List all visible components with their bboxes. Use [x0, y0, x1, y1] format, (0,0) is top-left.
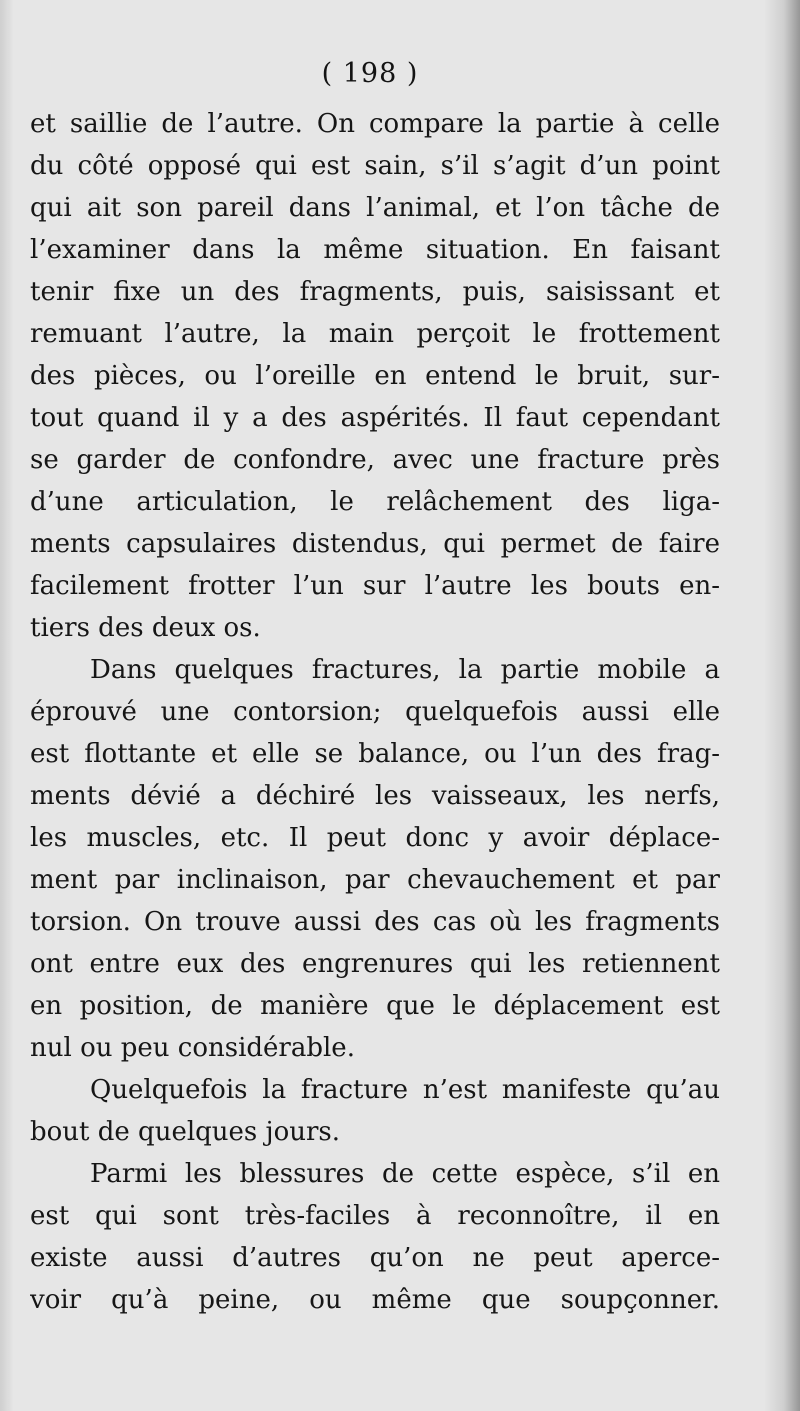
text-line: qui ait son pareil dans l’animal, et l’on tâche de: [30, 193, 720, 223]
text-line: tout quand il y a des aspérités. Il faut cependant: [30, 403, 720, 433]
text-line: ont entre eux des engrenures qui les retiennent: [30, 949, 720, 979]
text-line: existe aussi d’autres qu’on ne peut aperce-: [30, 1243, 720, 1273]
paragraph-3: [30, 1069, 720, 1153]
text-line: les muscles, etc. Il peut donc y avoir déplace-: [30, 823, 720, 853]
text-line: Parmi les blessures de cette espèce, s’il en: [90, 1159, 720, 1189]
text-line: bout de quelques jours.: [30, 1117, 341, 1147]
text-line: nul ou peu considérable.: [30, 1033, 355, 1063]
text-line: ments dévié a déchiré les vaisseaux, les nerfs,: [30, 781, 720, 811]
paragraph-4: [30, 1153, 720, 1321]
paragraph-1: [30, 103, 720, 649]
text-line: est flottante et elle se balance, ou l’un des frag-: [30, 739, 720, 769]
text-line: l’examiner dans la même situation. En faisant: [30, 235, 720, 265]
text-line: tenir fixe un des fragments, puis, saisissant et: [30, 277, 720, 307]
text-line: Dans quelques fractures, la partie mobile a: [90, 655, 720, 685]
text-line: du côté opposé qui est sain, s’il s’agit d’un point: [30, 151, 720, 181]
text-line: tiers des deux os.: [30, 613, 261, 643]
page-number: ( 198 ): [321, 58, 419, 89]
body-text: [30, 103, 720, 1321]
text-line: en position, de manière que le déplacement est: [30, 991, 720, 1021]
text-line: ment par inclinaison, par chevauchement et par: [30, 865, 720, 895]
page-edge-shadow-right: [764, 0, 800, 1411]
text-line: voir qu’à peine, ou même que soupçonner.: [30, 1285, 720, 1315]
text-line: d’une articulation, le relâchement des liga-: [30, 487, 720, 517]
text-line: éprouvé une contorsion; quelquefois aussi elle: [30, 697, 720, 727]
paragraph-2: [30, 649, 720, 1069]
text-line: remuant l’autre, la main perçoit le frottement: [30, 319, 720, 349]
text-line: Quelquefois la fracture n’est manifeste qu’au: [90, 1075, 720, 1105]
text-line: et saillie de l’autre. On compare la partie à celle: [30, 109, 720, 139]
page-edge-shadow-left: [0, 0, 14, 1411]
text-line: est qui sont très-faciles à reconnoître, il en: [30, 1201, 720, 1231]
text-line: facilement frotter l’un sur l’autre les bouts en-: [30, 571, 720, 601]
text-line: des pièces, ou l’oreille en entend le bruit, sur-: [30, 361, 720, 391]
text-line: ments capsulaires distendus, qui permet de faire: [30, 529, 720, 559]
text-line: torsion. On trouve aussi des cas où les fragments: [30, 907, 720, 937]
text-line: se garder de confondre, avec une fracture près: [30, 445, 720, 475]
